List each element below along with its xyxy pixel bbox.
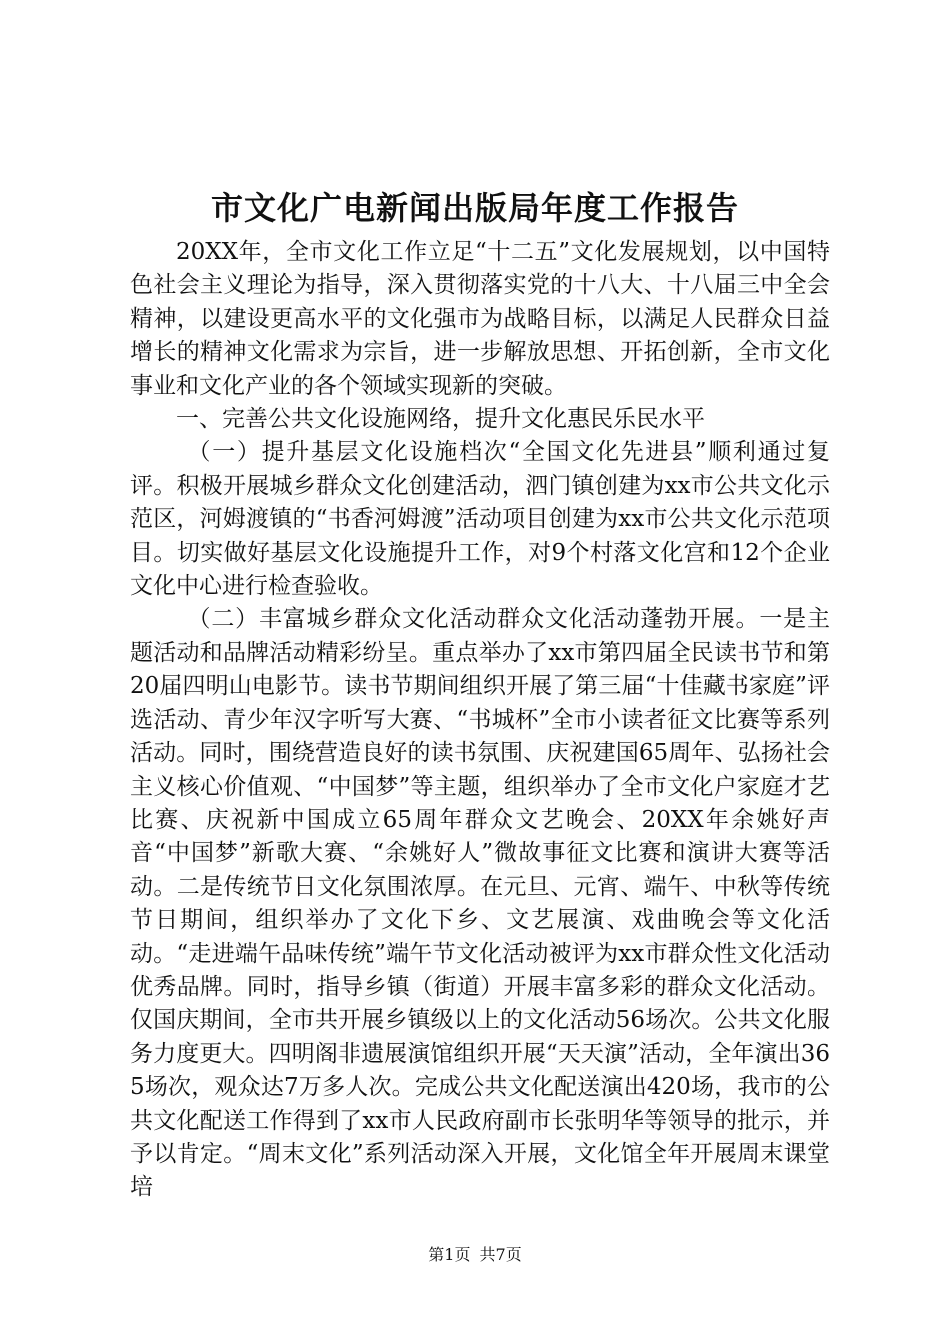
- subsection-paragraph-1: （一）提升基层文化设施档次“全国文化先进县”顺利通过复评。积极开展城乡群众文化创建活动，泗门镇创建为xx市公共文化示范区，河姆渡镇的“书香河姆渡”活动项目创建为xx市公共文化示范项目。切实做好基层文化设施提升工作，对9个村落文化宫和12个企业文化中心进行检查验收。: [130, 439, 830, 600]
- document-title: 市文化广电新闻出版局年度工作报告: [210, 189, 739, 227]
- page-total: 共7页: [479, 1245, 522, 1264]
- subsection-paragraph-2: （二）丰富城乡群众文化活动群众文化活动蓬勃开展。一是主题活动和品牌活动精彩纷呈。重点举办了xx市第四届全民读书节和第20届四明山电影节。读书节期间组织开展了第三届“十佳藏书家庭”评选活动、青少年汉字听写大赛、“书城杯”全市小读者征文比赛等系列活动。同时，围绕营造良好的读书氛围、庆祝建国65周年、弘扬社会主义核心价值观、“中国梦”等主题，组织举办了全市文化户家庭才艺比赛、庆祝新中国成立65周年群众文艺晚会、20XX年余姚好声音“中国梦”新歌大赛、“余姚好人”微故事征文比赛和演讲大赛等活动。二是传统节日文化氛围浓厚。在元旦、元宵、端午、中秋等传统节日期间，组织举办了文化下乡、文艺展演、戏曲晚会等文化活动。“走进端午品味传统”端午节文化活动被评为xx市群众性文化活动优秀品牌。同时，指导乡镇（街道）开展丰富多彩的群众文化活动。仅国庆期间，全市共开展乡镇级以上的文化活动56场次。公共文化服务力度更大。四明阁非遗展演馆组织开展“天天演”活动，全年演出365场次，观众达7万多人次。完成公共文化配送演出420场，我市的公共文化配送工作得到了xx市人民政府副市长张明华等领导的批示，并予以肯定。“周末文化”系列活动深入开展，文化馆全年开展周末课堂培: [130, 606, 830, 1201]
- intro-paragraph: 20XX年，全市文化工作立足“十二五”文化发展规划，以中国特色社会主义理论为指导，深入贯彻落实党的十八大、十八届三中全会精神，以建设更高水平的文化强市为战略目标，以满足人民群众日益增长的精神文化需求为宗旨，进一步解放思想、开拓创新，全市文化事业和文化产业的各个领域实现新的突破。: [130, 239, 830, 399]
- page-number: 第1页: [428, 1245, 471, 1264]
- page-footer: [0, 1243, 950, 1267]
- section-heading: 一、完善公共文化设施网络，提升文化惠民乐民水平: [176, 406, 705, 433]
- document-body: [130, 236, 830, 1205]
